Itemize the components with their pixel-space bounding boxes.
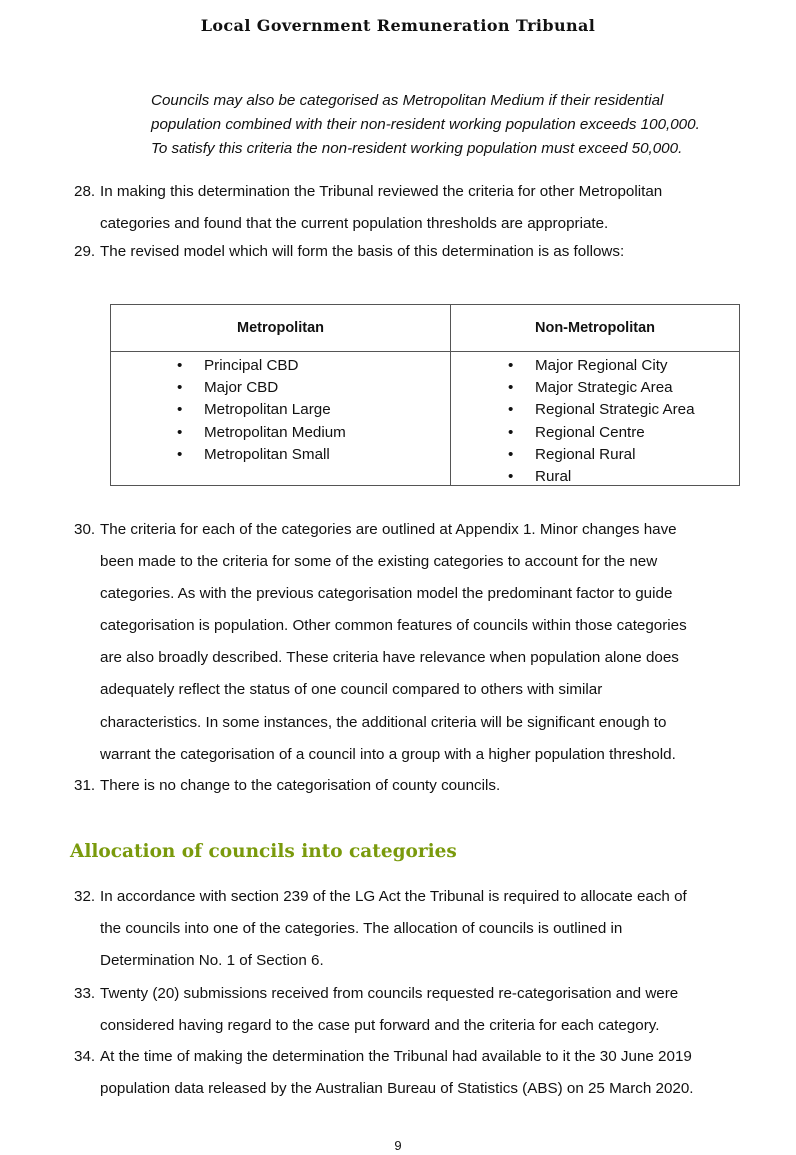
table-header-divider <box>111 351 739 352</box>
paragraph-33 <box>74 978 734 1042</box>
paragraph-line: The criteria for each of the categories are outlined at Appendix 1. Minor changes have <box>100 521 677 538</box>
paragraph-line: are also broadly described. These criteria have relevance when population alone does <box>100 649 679 667</box>
paragraph-line: At the time of making the determination the Tribunal had available to it the 30 June 2019 <box>100 1048 692 1065</box>
page-number: 9 <box>394 1138 402 1153</box>
quoted-criteria <box>151 89 761 161</box>
quote-line: Councils may also be categorised as Metropolitan Medium if their residential <box>151 92 664 109</box>
table-header-non-metropolitan: Non-Metropolitan <box>534 320 655 336</box>
paragraph-line: population data released by the Australian Bureau of Statistics (ABS) on 25 March 2020. <box>100 1080 694 1097</box>
page-header: Local Government Remuneration Tribunal <box>200 16 596 35</box>
paragraph-line: There is no change to the categorisation of county councils. <box>100 777 501 794</box>
paragraph-number: 28. <box>74 183 96 200</box>
paragraph-line: In accordance with section 239 of the LG Act the Tribunal is required to allocate each of <box>100 888 687 905</box>
paragraph-line: categories and found that the current population thresholds are appropriate. <box>100 215 609 232</box>
paragraph-32 <box>74 881 734 977</box>
paragraph-line: The revised model which will form the basis of this determination is as follows: <box>100 243 625 260</box>
bullet-icon: • <box>508 423 514 441</box>
paragraph-34 <box>74 1041 734 1105</box>
list-item: • Metropolitan Small <box>177 444 346 466</box>
bullet-icon: • <box>177 379 183 397</box>
bullet-icon: • <box>508 379 514 397</box>
non-metropolitan-list <box>508 355 695 488</box>
paragraph-number: 34. <box>74 1048 96 1065</box>
list-item: • Rural <box>508 466 695 488</box>
quote-line: population combined with their non-resident working population exceeds 100,000. <box>151 116 700 133</box>
list-item: • Regional Rural <box>508 444 695 466</box>
paragraph-line: adequately reflect the status of one council compared to others with similar <box>100 681 603 699</box>
paragraph-line: categories. As with the previous categorisation model the predominant factor to guide <box>100 585 673 603</box>
paragraph-line: been made to the criteria for some of the existing categories to account for the new <box>100 553 658 571</box>
list-item: • Major Strategic Area <box>508 377 695 399</box>
bullet-icon: • <box>508 468 514 486</box>
paragraph-number: 32. <box>74 888 96 905</box>
list-item: • Major CBD <box>177 377 346 399</box>
list-item: • Regional Strategic Area <box>508 399 695 421</box>
paragraph-number: 29. <box>74 243 96 260</box>
categories-table <box>110 304 740 486</box>
paragraph-line: warrant the categorisation of a council into a group with a higher population threshold. <box>100 745 676 763</box>
paragraph-line: Determination No. 1 of Section 6. <box>100 952 324 969</box>
list-item: • Principal CBD <box>177 355 346 377</box>
paragraph-number: 33. <box>74 985 96 1002</box>
quote-line: To satisfy this criteria the non-resident working population must exceed 50,000. <box>151 140 683 157</box>
paragraph-number: 31. <box>74 777 96 794</box>
paragraph-29 <box>74 240 734 264</box>
paragraph-line: categorisation is population. Other common features of councils within those categories <box>100 617 687 635</box>
paragraph-line: In making this determination the Tribunal reviewed the criteria for other Metropolitan <box>100 183 663 200</box>
section-heading: Allocation of councils into categories <box>70 841 457 862</box>
metropolitan-list <box>177 355 346 466</box>
bullet-icon: • <box>508 357 514 374</box>
paragraph-28 <box>74 176 734 240</box>
paragraph-number: 30. <box>74 521 96 538</box>
paragraph-31 <box>74 774 734 798</box>
paragraph-line: characteristics. In some instances, the additional criteria will be significant enough to <box>100 713 667 731</box>
paragraph-30 <box>74 514 734 771</box>
bullet-icon: • <box>177 357 183 374</box>
paragraph-line: the councils into one of the categories. The allocation of councils is outlined in <box>100 920 623 937</box>
bullet-icon: • <box>177 423 183 441</box>
bullet-icon: • <box>508 401 514 419</box>
bullet-icon: • <box>177 445 183 463</box>
paragraph-line: Twenty (20) submissions received from councils requested re-categorisation and were <box>100 985 679 1002</box>
bullet-icon: • <box>508 445 514 463</box>
list-item: • Metropolitan Medium <box>177 422 346 444</box>
table-header-metropolitan: Metropolitan <box>237 320 324 336</box>
bullet-icon: • <box>177 401 183 419</box>
paragraph-line: considered having regard to the case put forward and the criteria for each category. <box>100 1017 660 1034</box>
list-item: • Major Regional City <box>508 355 695 377</box>
list-item: • Metropolitan Large <box>177 399 346 421</box>
list-item: • Regional Centre <box>508 422 695 444</box>
